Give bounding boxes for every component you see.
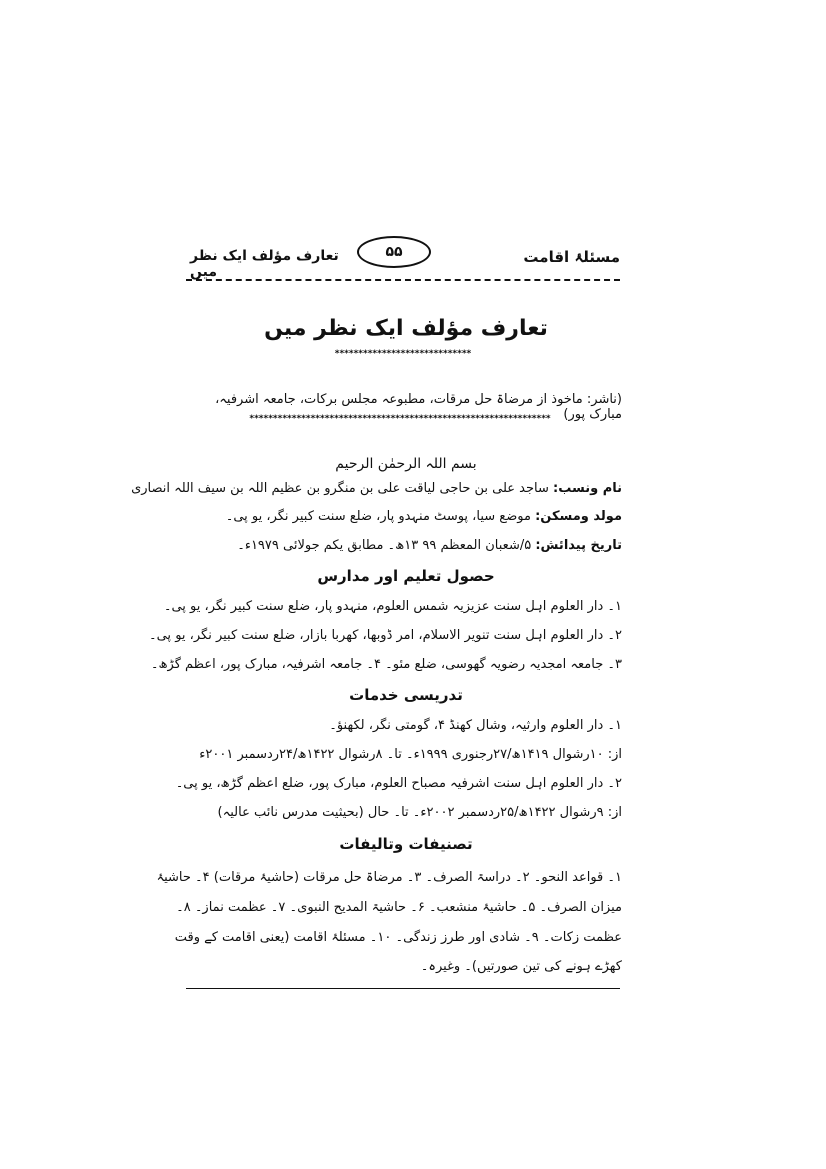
education-heading: حصول تعلیم اور مدارس xyxy=(317,567,495,585)
bio-dob xyxy=(190,538,622,553)
page-title: تعارف مؤلف ایک نظر میں xyxy=(264,316,548,341)
works-line: میزان الصرف۔ ۵۔ حاشیۂ منشعب۔ ۶۔ حاشیۃ المدیح النبوی۔ ۷۔ عظمت نماز۔ ۸۔ xyxy=(176,900,622,915)
teaching-item: ۱۔ دار العلوم وارثیہ، وشال کھنڈ ۴، گومتی نگر، لکھنؤ۔ xyxy=(329,718,622,733)
teaching-item: ۲۔ دار العلوم اہل سنت اشرفیہ مصباح العلوم، مبارک پور، ضلع اعظم گڑھ، یو پی۔ xyxy=(175,776,622,791)
bio-dob-label: تاریخ پیدائش: xyxy=(535,538,622,553)
works-line: کھڑے ہونے کی تین صورتیں)۔ وغیرہ۔ xyxy=(420,959,622,974)
page-number-badge: ۵۵ xyxy=(357,236,431,268)
education-item: ۲۔ دار العلوم اہل سنت تنویر الاسلام، امر ڈوبھا، کھربا بازار، ضلع سنت کبیر نگر، یو پی۔ xyxy=(148,628,622,643)
bio-birthplace-label: مولد ومسکن: xyxy=(535,509,622,524)
running-header-book-title: مسئلۂ اقامت xyxy=(523,248,620,266)
teaching-heading: تدریسی خدمات xyxy=(349,686,463,704)
bio-name-value: ساجد علی بن حاجی لیاقت علی بن منگرو بن عظیم اللہ بن سیف اللہ انصاری xyxy=(131,481,549,496)
works-line: عظمت زکات۔ ۹۔ شادی اور طرز زندگی۔ ۱۰۔ مسئلۂ اقامت (یعنی اقامت کے وقت xyxy=(174,930,622,945)
education-item: ۳۔ جامعہ امجدیہ رضویہ گھوسی، ضلع مئو۔ ۴۔ جامعہ اشرفیہ، مبارک پور، اعظم گڑھ۔ xyxy=(150,657,622,672)
bismillah: بسم اللہ الرحمٰن الرحیم xyxy=(335,456,477,472)
works-heading: تصنیفات وتالیفات xyxy=(339,835,473,853)
bio-name-label: نام ونسب: xyxy=(553,481,622,496)
bio-birthplace xyxy=(190,509,622,524)
bio-name xyxy=(131,481,622,496)
teaching-item: از: ۹رشوال ۱۴۲۲ھ/۲۵ردسمبر ۲۰۰۲ء۔ تا۔ حال (بحیثیت مدرس نائب عالیہ) xyxy=(217,805,622,820)
footer-divider xyxy=(186,988,620,989)
teaching-item: از: ۱۰رشوال ۱۴۱۹ھ/۲۷رجنوری ۱۹۹۹ء۔ تا۔ ۸رشوال ۱۴۲۲ھ/۲۴ردسمبر ۲۰۰۱ء xyxy=(199,747,622,762)
bio-dob-value: ۵/شعبان المعظم ۹۹ ۱۳ھ۔ مطابق یکم جولائی ۱۹۷۹ء۔ xyxy=(237,538,532,553)
works-line: ۱۔ قواعد النحو۔ ۲۔ دراسۃ الصرف۔ ۳۔ مرضاۃ حل مرقات (حاشیۂ مرقات) ۴۔ حاشیۂ xyxy=(156,870,622,885)
title-star-divider: ***************************** xyxy=(334,349,472,359)
bio-birthplace-value: موضع سیا، پوسٹ منہدو پار، ضلع سنت کبیر نگر، یو پی۔ xyxy=(225,509,531,524)
source-note: (ناشر: ماخوذ از مرضاۃ حل مرقات، مطبوعہ مجلس برکات، جامعہ اشرفیہ، مبارک پور) xyxy=(215,392,622,422)
education-item: ۱۔ دار العلوم اہل سنت عزیزیہ شمس العلوم، منہدو پار، ضلع سنت کبیر نگر، یو پی۔ xyxy=(163,599,622,614)
running-header-section-title: تعارف مؤلف ایک نظر میں xyxy=(190,248,339,280)
header-divider xyxy=(186,279,620,281)
source-star-divider: **************************************************************** xyxy=(249,414,551,424)
